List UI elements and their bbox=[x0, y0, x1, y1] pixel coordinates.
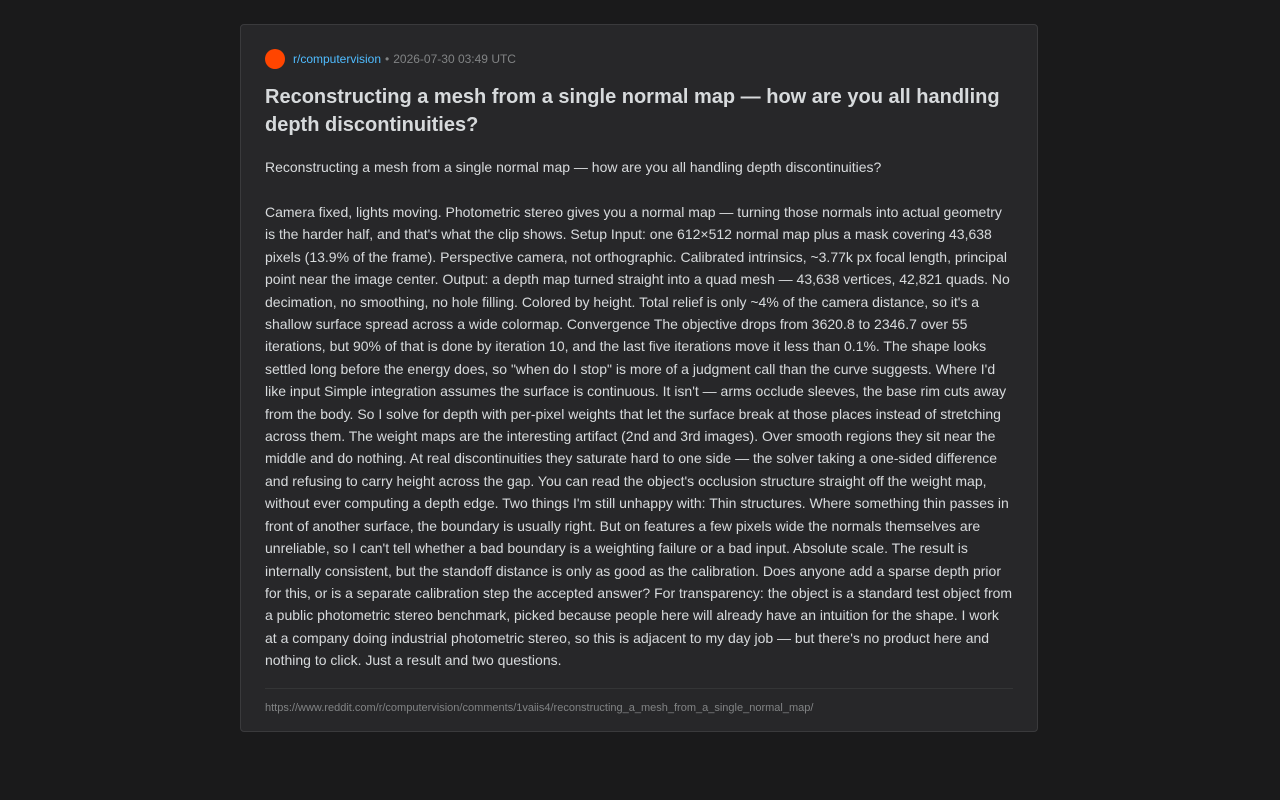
meta-separator: • bbox=[385, 52, 390, 66]
post-url[interactable]: https://www.reddit.com/r/computervision/comments/1vaiis4/reconstructing_a_mesh_from_a_single_normal_map/ bbox=[265, 701, 814, 714]
post-subtitle: Reconstructing a mesh from a single normal map — how are you all handling depth discontinuities? bbox=[265, 159, 882, 175]
post-meta bbox=[265, 49, 1013, 69]
subreddit-link[interactable]: r/computervision bbox=[293, 52, 382, 66]
post-card bbox=[240, 24, 1038, 732]
divider bbox=[265, 688, 1013, 689]
post-timestamp: 2026-07-30 03:49 UTC bbox=[393, 52, 516, 66]
post-body: Camera fixed, lights moving. Photometric stereo gives you a normal map — turning those normals into actual geometry is the harder half, and that's what the clip shows. Setup Input: one 612×512 normal map plus a mask covering 43,638 pixels (13.9% of the frame). Perspective camera, not orthographic. Calibrated intrinsics, ~3.77k px focal length, principal point near the image center. Output: a depth map turned straight into a quad mesh — 43,638 vertices, 42,821 quads. No decimation, no smoothing, no hole filling. Colored by height. Total relief is only ~4% of the camera distance, so it's a shallow surface spread across a wide colormap. Convergence The objective drops from 3620.8 to 2346.7 over 55 iterations, but 90% of that is done by iteration 10, and the last five iterations move it less than 0.1%. The shape looks settled long before the energy does, so "when do I stop" is more of a judgment call than the curve suggests. Where I'd like input Simple integration assumes the surface is continuous. It isn't — arms occlude sleeves, the base rim cuts away from the body. So I solve for depth with per-pixel weights that let the surface break at those places instead of stretching across them. The weight maps are the interesting artifact (2nd and 3rd images). Over smooth regions they sit near the middle and do nothing. At real discontinuities they saturate hard to one side — the solver taking a one-sided difference and refusing to carry height across the gap. You can read the object's occlusion structure straight off the weight map, without ever computing a depth edge. Two things I'm still unhappy with: Thin structures. Where something thin passes in front of another surface, the boundary is usually right. But on features a few pixels wide the normals themselves are unreliable, so I can't tell whether a bad boundary is a weighting failure or a bad input. Absolute scale. The result is internally consistent, but the standoff distance is only as good as the calibration. Does anyone add a sparse depth prior for this, or is a separate calibration step the accepted answer? For transparency: the object is a standard test object from a public photometric stereo benchmark, picked because people here will already have an intuition for the shape. I work at a company doing industrial photometric stereo, so this is adjacent to my day job — but there's no product here and nothing to click. Just a result and two questions. bbox=[265, 204, 1013, 669]
post-title[interactable]: Reconstructing a mesh from a single normal map — how are you all handling depth discontinuities? bbox=[265, 86, 1000, 136]
subreddit-avatar-icon[interactable] bbox=[265, 49, 285, 69]
